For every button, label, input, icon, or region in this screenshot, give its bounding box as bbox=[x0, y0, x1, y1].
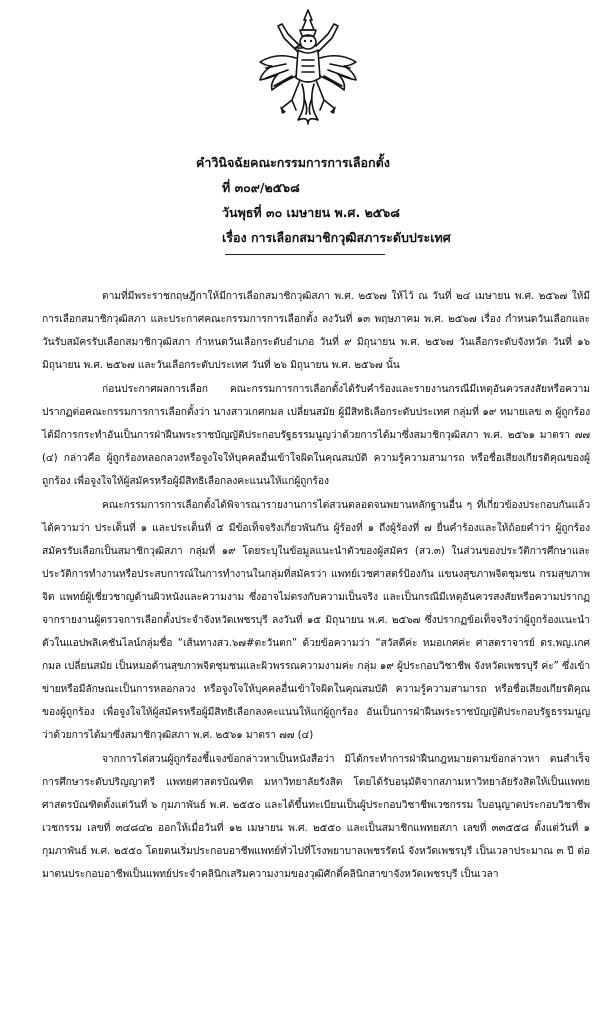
paragraph-1: ตามที่มีพระราชกฤษฎีกาให้มีการเลือกสมาชิกวุฒิสภา พ.ศ. ๒๕๖๗ ให้ไว้ ณ วันที่ ๒๔ เมษายน พ.ศ. ๒๕๖๗ ให้มีการเลือกสมาชิกวุฒิสภา และประกาศคณะกรรมการการเลือกตั้ง ลงวันที่ ๑๓ พฤษภาคม พ.ศ. ๒๕๖๗ เรื่อง กำหนดวันเลือกและวันรับสมัครรับเลือกสมาชิกวุฒิสภา กำหนดวันเลือกระดับอำเภอ วันที่ ๙ มิถุนายน พ.ศ. ๒๕๖๗ วันเลือกระดับจังหวัด วันที่ ๑๖ มิถุนายน พ.ศ. ๒๕๖๗ และวันเลือกระดับประเทศ วันที่ ๒๖ มิถุนายน พ.ศ. ๒๕๖๗ นั้น bbox=[42, 290, 590, 371]
garuda-emblem bbox=[252, 8, 364, 126]
paragraph-2: ก่อนประกาศผลการเลือก คณะกรรมการการเลือกตั้งได้รับคำร้องและรายงานกรณีมีเหตุอันควรสงสัยหรือความปรากฏต่อคณะกรรมการการเลือกตั้งว่า นางสาวเกศกมล เปลี่ยนสมัย ผู้มีสิทธิเลือกระดับประเทศ กลุ่มที่ ๑๙ หมายเลข ๓ ผู้ถูกร้อง ได้มีการกระทำอันเป็นการฝ่าฝืนพระราชบัญญัติประกอบรัฐธรรมนูญว่าด้วยการได้มาซึ่งสมาชิกวุฒิสภา พ.ศ. ๒๕๖๑ มาตรา ๗๗ (๔) กล่าวคือ ผู้ถูกร้องหลอกลวงหรือจูงใจให้บุคคลอื่นเข้าใจผิดในคุณสมบัติ ความรู้ความสามารถ หรือชื่อเสียงเกียรติคุณของผู้ถูกร้อง เพื่อจูงใจให้ผู้สมัครหรือผู้มีสิทธิเลือกลงคะแนนให้แก่ผู้ถูกร้อง bbox=[42, 383, 590, 487]
paragraph-4: จากการไต่สวนผู้ถูกร้องชี้แจงข้อกล่าวหาเป็นหนังสือว่า มิได้กระทำการฝ่าฝืนกฎหมายตามข้อกล่าวหา ตนสำเร็จการศึกษาระดับปริญญาตรี แพทยศาสตรบัณฑิต มหาวิทยาลัยรังสิต โดยได้รับอนุมัติจากสภามหาวิทยาลัยรังสิตให้เป็นแพทยศาสตรบัณฑิตตั้งแต่วันที่ ๖ กุมภาพันธ์ พ.ศ. ๒๕๕๐ และได้ขึ้นทะเบียนเป็นผู้ประกอบวิชาชีพเวชกรรม ใบอนุญาตประกอบวิชาชีพเวชกรรม เลขที่ ๓๔๘๔๒ ออกให้เมื่อวันที่ ๑๒ เมษายน พ.ศ. ๒๕๕๐ และเป็นสมาชิกแพทยสภา เลขที่ ๓๓๕๕๘ ตั้งแต่วันที่ ๑ กุมภาพันธ์ พ.ศ. ๒๕๕๐ โดยตนเริ่มประกอบอาชีพแพทย์ทั่วไปที่โรงพยาบาลเพชรรัตน์ จังหวัดเพชรบุรี เป็นเวลาประมาณ ๓ ปี ต่อมาตนประกอบอาชีพเป็นแพทย์ประจำคลินิกเสริมความงามของวุฒิศักดิ์คลินิกสาขาจังหวัดเพชรบุรี เป็นเวลา bbox=[42, 753, 590, 880]
decision-subject: เรื่อง การเลือกสมาชิกวุฒิสภาระดับประเทศ bbox=[222, 230, 451, 245]
header-divider bbox=[225, 254, 385, 255]
document-body bbox=[42, 285, 590, 887]
decision-date: วันพุธที่ ๓๐ เมษายน พ.ศ. ๒๕๖๘ bbox=[222, 205, 400, 220]
document-header bbox=[0, 150, 613, 250]
paragraph-3: คณะกรรมการการเลือกตั้งได้พิจารณารายงานการไต่สวนตลอดจนพยานหลักฐานอื่น ๆ ที่เกี่ยวข้องประกอบกันแล้วได้ความว่า ประเด็นที่ ๑ และประเด็นที่ ๕ มีข้อเท็จจริงเกี่ยวพันกัน ผู้ร้องที่ ๑ ถึงผู้ร้องที่ ๗ ยื่นคำร้องและให้ถ้อยคำว่า ผู้ถูกร้องสมัครรับเลือกเป็นสมาชิกวุฒิสภา กลุ่มที่ ๑๙ โดยระบุในข้อมูลแนะนำตัวของผู้สมัคร (สว.๓) ในส่วนของประวัติการศึกษาและประวัติการทำงานหรือประสบการณ์ในการทำงานในกลุ่มที่สมัครว่า แพทย์เวชศาสตร์ป้องกัน แขนงสุขภาพจิตชุมชน กรมสุขภาพจิต แพทย์ผู้เชี่ยวชาญด้านผิวหนังและความงาม ซึ่งอาจไม่ตรงกับความเป็นจริง และเป็นกรณีมีเหตุอันควรสงสัยหรือความปรากฏจากรายงานผู้ตรวจการเลือกตั้งประจำจังหวัดเพชรบุรี ลงวันที่ ๑๕ มิถุนายน พ.ศ. ๒๕๖๗ ซึ่งปรากฏข้อเท็จจริงว่าผู้ถูกร้องแนะนำตัวในแอปพลิเคชันไลน์กลุ่มชื่อ “เส้นทางสว.๖๗#ตะวันตก” ด้วยข้อความว่า “สวัสดีค่ะ หมอเกศค่ะ ศาสตราจารย์ ดร.พญ.เกศกมล เปลี่ยนสมัย เป็นหมอด้านสุขภาพจิตชุมชนและผิวพรรณความงามค่ะ กลุ่ม ๑๙ ผู้ประกอบวิชาชีพ จังหวัดเพชรบุรี ค่ะ” ซึ่งเข้าข่ายหรือมีลักษณะเป็นการหลอกลวง หรือจูงใจให้บุคคลอื่นเข้าใจผิดในคุณสมบัติ ความรู้ความสามารถ หรือชื่อเสียงเกียรติคุณของผู้ถูกร้อง เพื่อจูงใจให้ผู้สมัครหรือผู้มีสิทธิเลือกลงคะแนนให้แก่ผู้ถูกร้อง อันเป็นการฝ่าฝืนพระราชบัญญัติประกอบรัฐธรรมนูญว่าด้วยการได้มาซึ่งสมาชิกวุฒิสภา พ.ศ. ๒๕๖๑ มาตรา ๗๗ (๔) bbox=[42, 499, 590, 741]
decision-number: ที่ ๓๐๙/๒๕๖๘ bbox=[222, 180, 300, 195]
document-title: คำวินิจฉัยคณะกรรมการการเลือกตั้ง bbox=[196, 155, 390, 170]
